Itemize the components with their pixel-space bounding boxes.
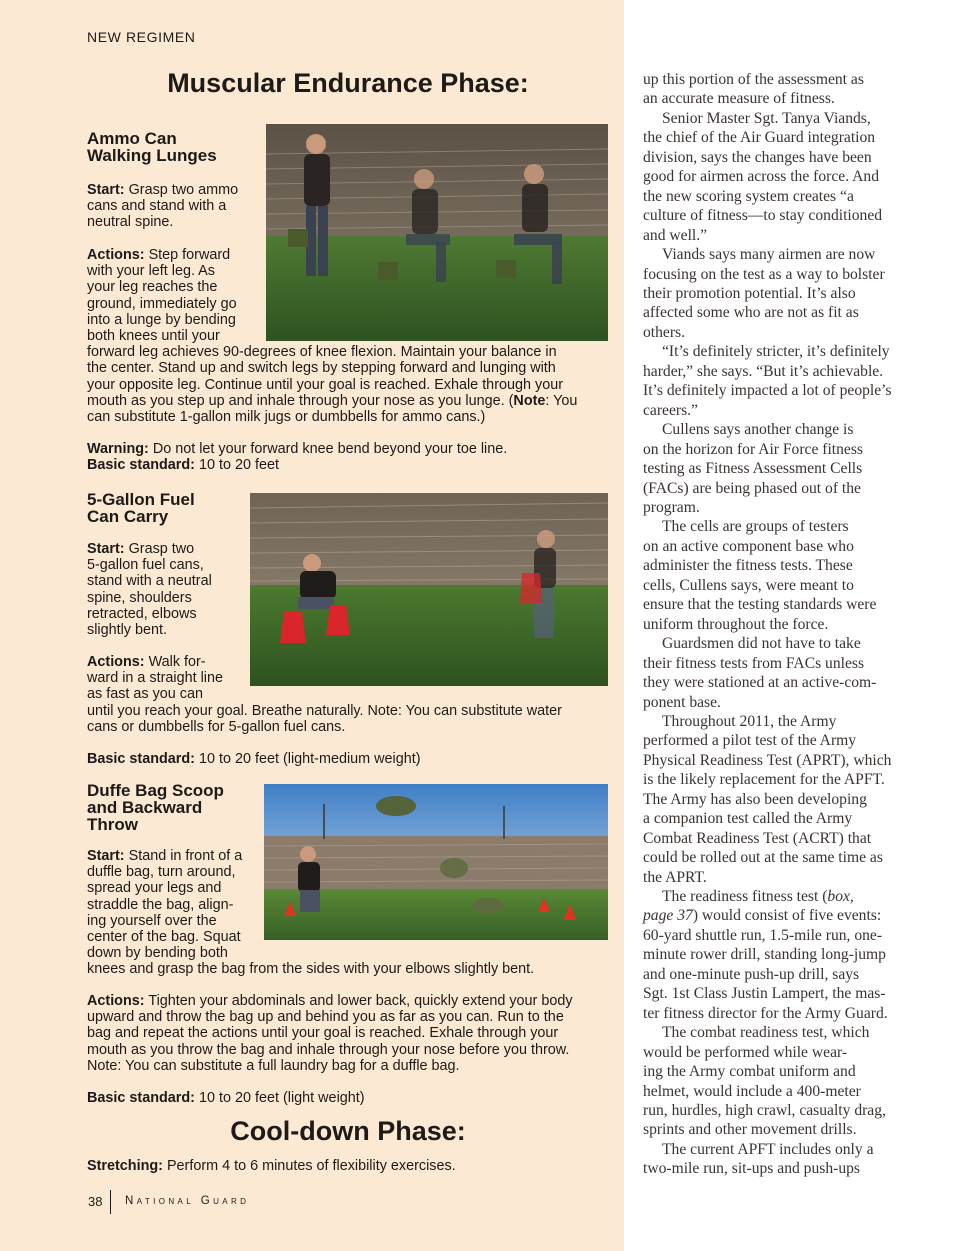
duffle-bag-start: Start: Stand in front of a duffle bag, turn around, spread your legs and straddle the bag, align- ing yourself over the center of the bag. Squat down by bending both knees and grasp the bag from the sides with your elbows slightly bent.: [87, 848, 535, 978]
duffle-bag-actions: Actions: Tighten your abdominals and lower back, quickly extend your body upward and throw the bag up and behind you as far as you can. Run to the bag and repeat the actions until your goal is reached. Exhale through your mouth as you throw the bag and inhale through your nose before you throw. Note: You can substitute a full laundry bag for a duffle bag.: [87, 993, 573, 1074]
exercise-title-fuel-can: 5-Gallon Fuel Can Carry: [87, 490, 195, 526]
article-paragraph: The current APFT includes only a two-mile run, sit-ups and push-ups: [643, 1140, 874, 1178]
cooldown-phase-title: Cool-down Phase:: [230, 1116, 466, 1146]
duffle-bag-standard: Basic standard: 10 to 20 feet (light weight): [87, 1090, 365, 1106]
magazine-name: National Guard: [125, 1195, 250, 1207]
exercise-title-duffle-bag: Duffe Bag Scoop and Backward Throw: [87, 781, 224, 834]
fuel-can-start: Start: Grasp two 5-gallon fuel cans, stand with a neutral spine, shoulders retracted, elbows slightly bent.: [87, 541, 212, 639]
article-paragraph: Guardsmen did not have to take their fitness tests from FACs unless they were stationed at an active-com- ponent base.: [643, 635, 877, 711]
photo-ammo-can-lunges: [266, 124, 608, 341]
article-paragraph: “It’s definitely stricter, it’s definitely harder,” she says. “But it’s achievable. It’s definitely impacted a lot of people’s careers.”: [643, 343, 892, 419]
section-label: NEW REGIMEN: [87, 29, 196, 45]
article-paragraph: Cullens says another change is on the horizon for Air Force fitness testing as Fitness Assessment Cells (FACs) are being phased out of the program.: [643, 421, 863, 516]
article-body: [643, 70, 905, 1179]
article-paragraph: The cells are groups of testers on an active component base who administer the fitness tests. These cells, Cullens says, were meant to ensure that the testing standards were uniform throughout the force.: [643, 518, 877, 633]
exercise-title-ammo-can: Ammo Can Walking Lunges: [87, 129, 217, 165]
photo-duffle-bag-throw: [264, 784, 608, 940]
article-paragraph: up this portion of the assessment as an accurate measure of fitness.: [643, 71, 864, 108]
article-paragraph: The readiness fitness test (box, page 37) would consist of five events: 60-yard shuttle run, 1.5-mile run, one- minute rower drill, standing long-jump and one-minute push-up drill, says Sgt. 1st Class Justin Lampert, the mas- ter fitness director for the Army Guard.: [643, 888, 888, 1022]
fuel-can-actions: Actions: Walk for- ward in a straight line as fast as you can until you reach your goal. Breathe naturally. Note: You can substitute water cans or dumbbells for 5-gallon fuel cans.: [87, 654, 562, 735]
article-paragraph: Senior Master Sgt. Tanya Viands, the chief of the Air Guard integration division, says the changes have been good for airmen across the force. And the new scoring system creates “a culture of fitness—to stay conditioned and well.”: [643, 109, 883, 244]
ammo-can-warning: Warning: Do not let your forward knee bend beyond your toe line. Basic standard: 10 to 20 feet: [87, 441, 508, 474]
cooldown-stretching: Stretching: Perform 4 to 6 minutes of flexibility exercises.: [87, 1158, 456, 1174]
article-paragraph: Viands says many airmen are now focusing on the test as a way to bolster their promotion potential. It’s also affected some who are not as fit as others.: [643, 246, 885, 341]
article-paragraph: The combat readiness test, which would be performed while wear- ing the Army combat uniform and helmet, would include a 400-meter run, hurdles, high crawl, casualty drag, sprints and other movement drills.: [643, 1024, 886, 1139]
photo-fuel-can-carry: [250, 493, 608, 686]
footer-divider: [110, 1190, 111, 1214]
ammo-can-start: Start: Grasp two ammo cans and stand with a neutral spine.: [87, 182, 239, 231]
endurance-phase-title: Muscular Endurance Phase:: [167, 68, 529, 98]
ammo-can-actions: Actions: Step forward with your left leg. As your leg reaches the ground, immediately go into a lunge by bending both knees until your forward leg achieves 90-degrees of knee flexion. Maintain your balance in the center. Stand up and switch legs by stepping forward and lunging with your opposite leg. Continue until your goal is reached. Exhale through your mouth as you step up and inhale through your nose as you lunge. (Note: You can substitute 1-gallon milk jugs or dumbbells for ammo cans.): [87, 247, 578, 426]
page-number: 38: [88, 1194, 103, 1209]
article-paragraph: Throughout 2011, the Army performed a pilot test of the Army Physical Readiness Test (APRT), which is the likely replacement for the APFT. The Army has also been developing a companion test called the Army Combat Readiness Test (ACRT) that could be rolled out at the same time as the APRT.: [643, 712, 892, 886]
fuel-can-standard: Basic standard: 10 to 20 feet (light-medium weight): [87, 751, 421, 767]
